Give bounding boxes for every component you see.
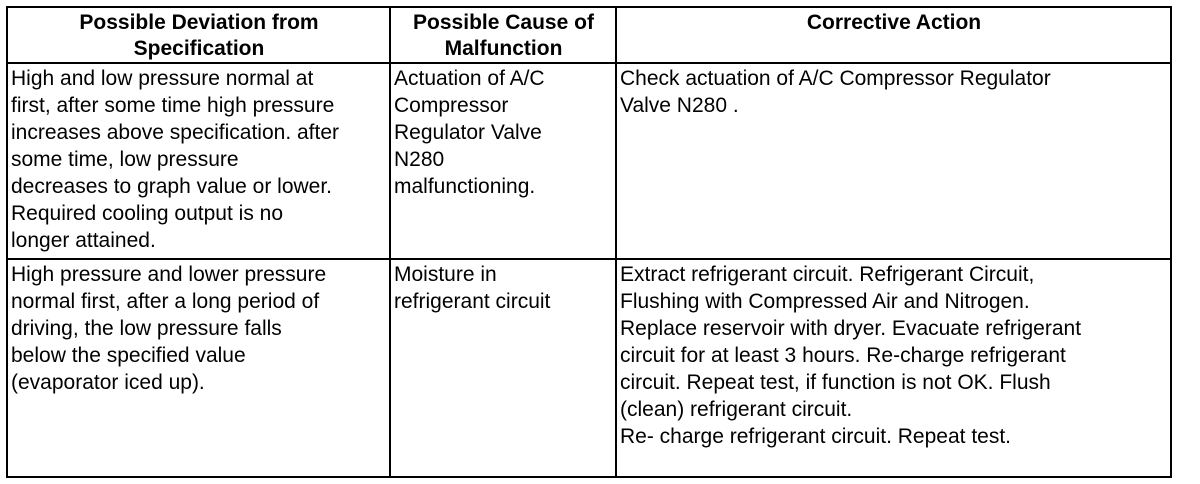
deviation-cell: High and low pressure normal at first, after some time high pressure increases above specification. after some time, low pressure decreases to graph value or lower. Required cooling output is no longer attained. (7, 63, 390, 259)
header-possible-deviation: Possible Deviation from Specification (7, 7, 390, 63)
table-row (7, 259, 1171, 477)
cause-cell: Moisture in refrigerant circuit (390, 259, 616, 477)
diagnosis-table (6, 6, 1172, 478)
action-cell: Extract refrigerant circuit. Refrigerant Circuit, Flushing with Compressed Air and Nitrogen. Replace reservoir with dryer. Evacuate refrigerant circuit for at least 3 hours. Re-charge refrigerant circuit. Repeat test, if function is not OK. Flush (clean) refrigerant circuit. Re- charge refrigerant circuit. Repeat test. (616, 259, 1171, 477)
table-header-row (7, 7, 1171, 63)
table-row (7, 63, 1171, 259)
cause-cell: Actuation of A/C Compressor Regulator Valve N280 malfunctioning. (390, 63, 616, 259)
deviation-cell: High pressure and lower pressure normal first, after a long period of driving, the low pressure falls below the specified value (evaporator iced up). (7, 259, 390, 477)
action-cell: Check actuation of A/C Compressor Regulator Valve N280 . (616, 63, 1171, 259)
diagnosis-table-container (6, 6, 1170, 476)
header-possible-cause: Possible Cause of Malfunction (390, 7, 616, 63)
header-corrective-action: Corrective Action (616, 7, 1171, 63)
